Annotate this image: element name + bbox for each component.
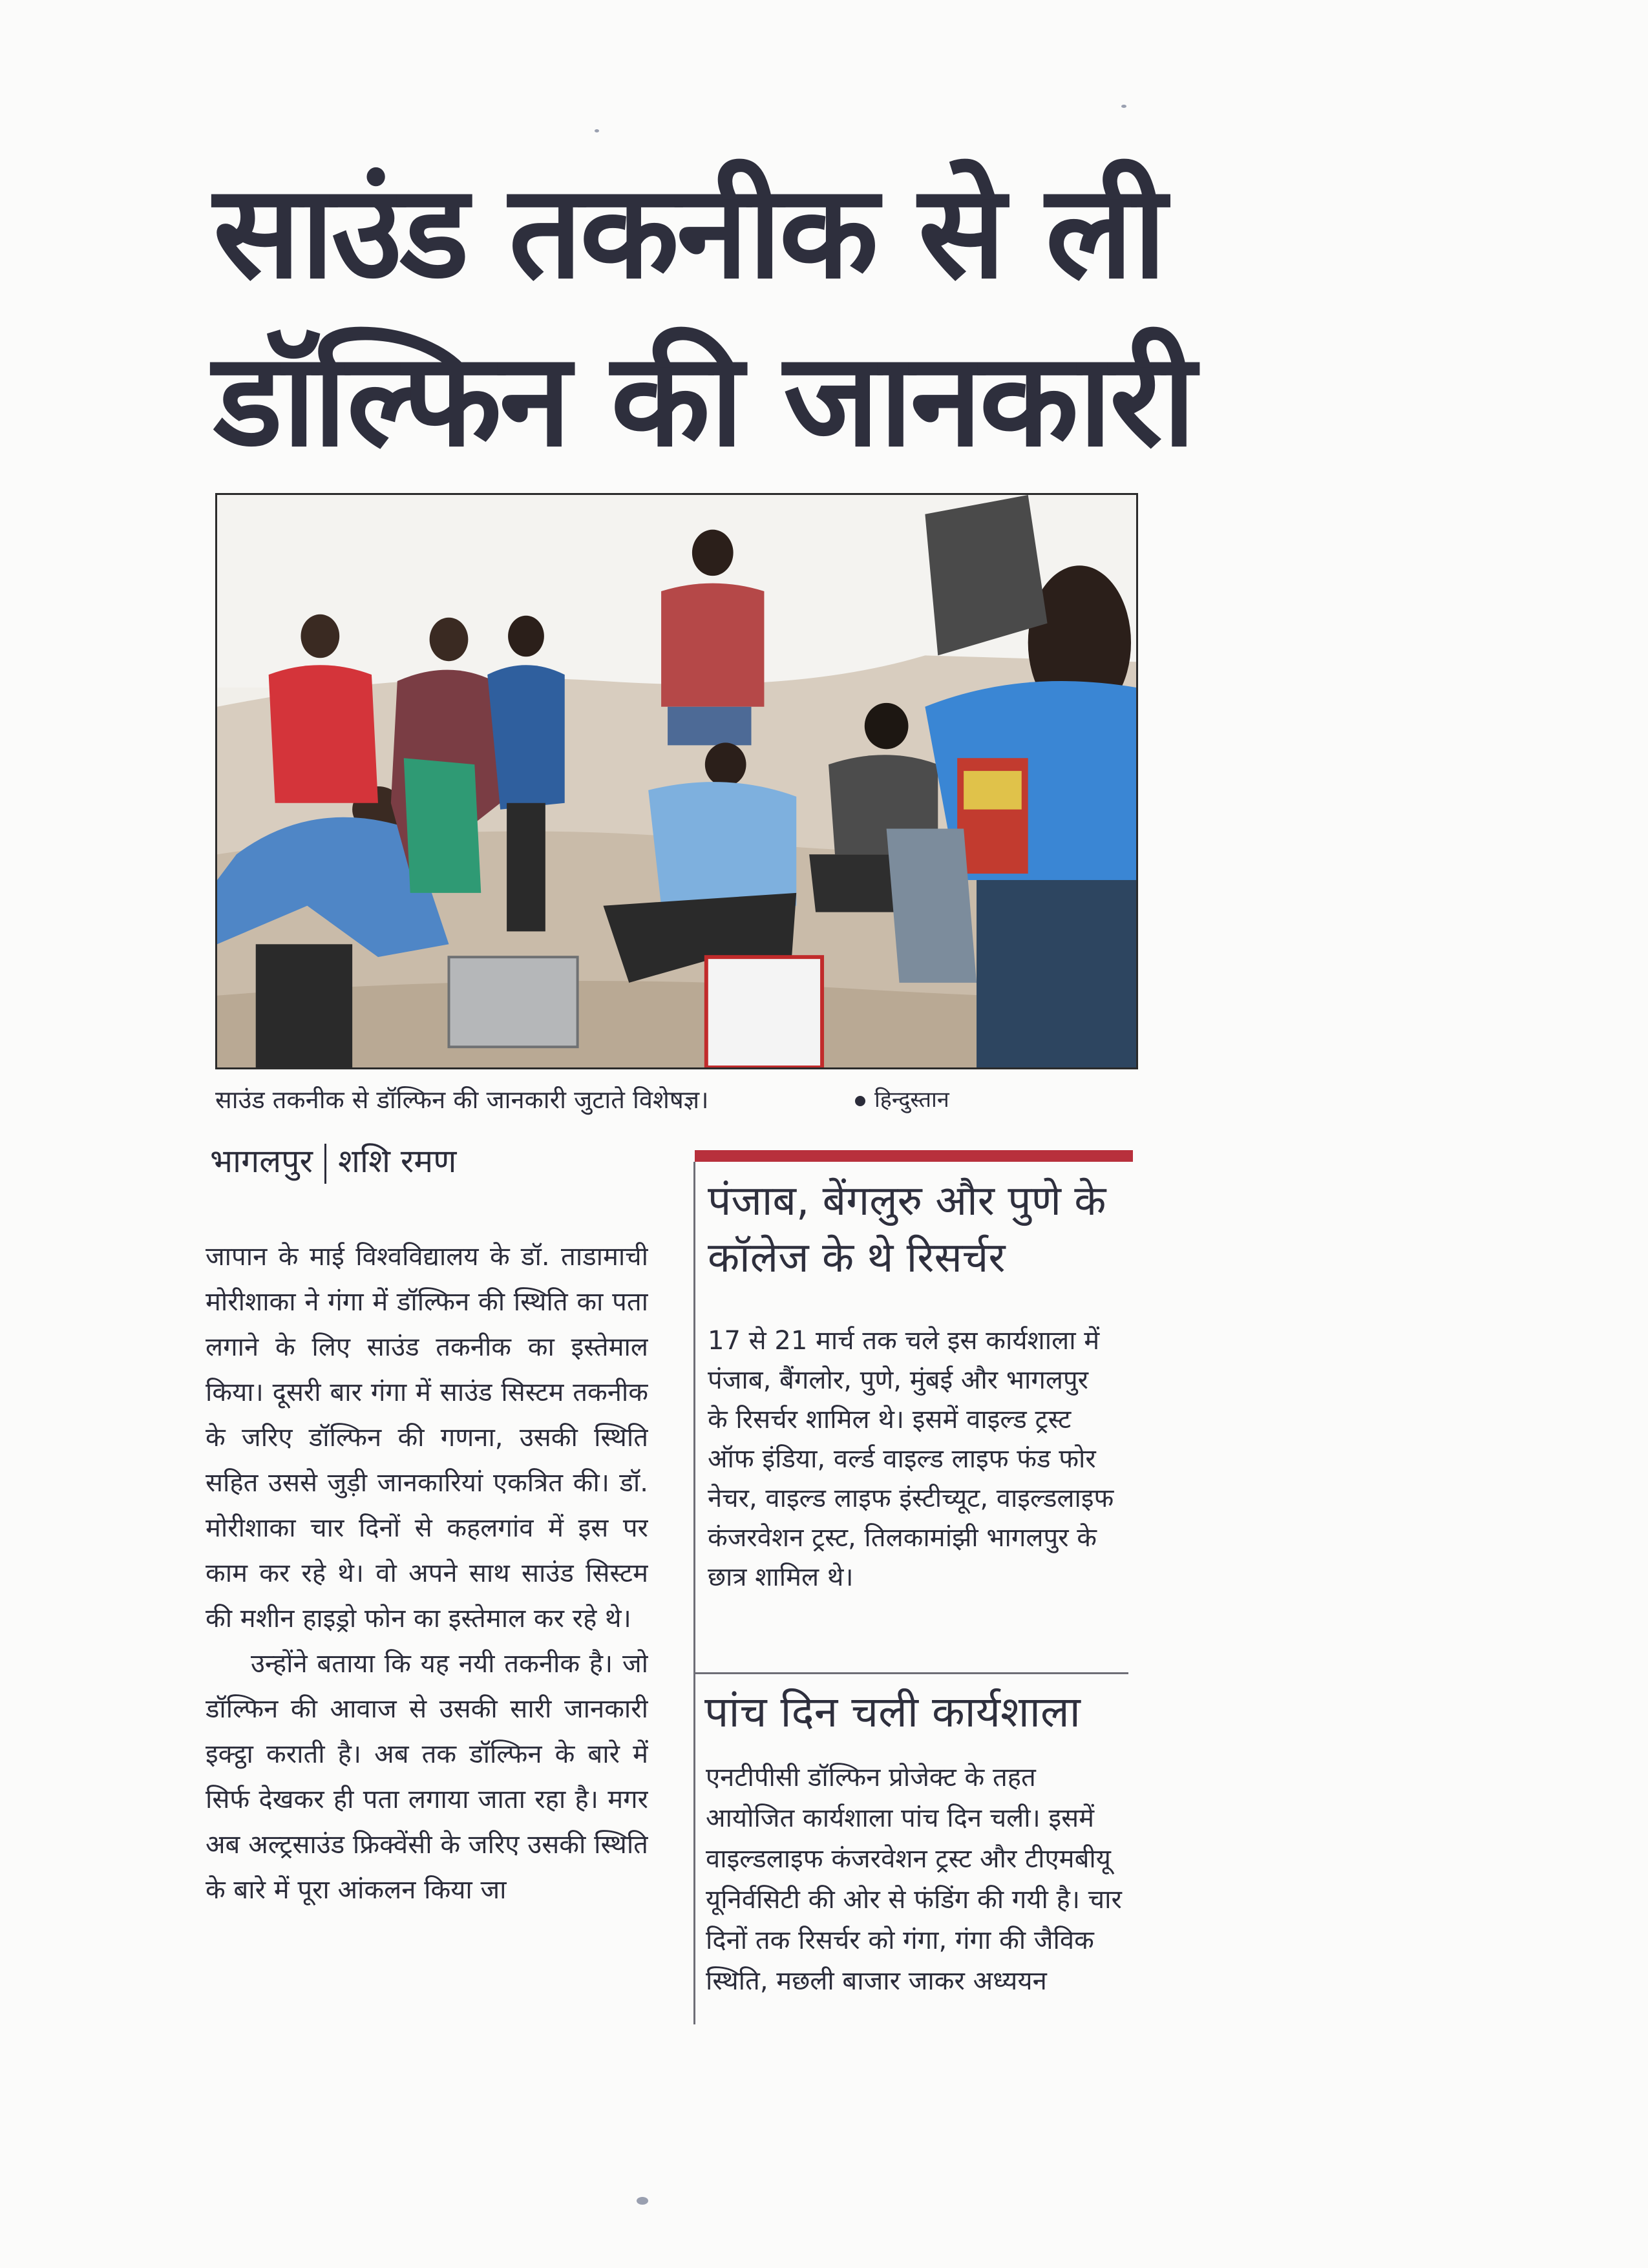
article-body (206, 1234, 648, 2030)
dateline-separator (324, 1144, 326, 1184)
dateline-author: शशि रमण (338, 1142, 457, 1180)
sidebar-top-rule (695, 1150, 1133, 1162)
scan-speck (1121, 105, 1126, 108)
sidebar-heading: पंजाब, बेंगलुरु और पुणे के कॉलेज के थे रिसर्चर (708, 1177, 1106, 1282)
photo-credit (855, 1080, 949, 1119)
sidebar-divider (695, 1672, 1128, 1674)
credit-text: हिन्दुस्तान (874, 1087, 949, 1113)
article-paragraph-2: उन्होंने बताया कि यह नयी तकनीक है। जो डॉल्फिन की आवाज से उसकी सारी जानकारी इक्ट्ठा कराती है। अब तक डॉल्फिन के बारे में सिर्फ देखकर ही पता लगाया जाता रहा है। मगर अब अल्ट्रसाउंड फ्रिक्वेंसी के जरिए उसकी स्थिति के बारे में पूरा आंकलन किया जा (206, 1649, 648, 1905)
article-paragraph-1: जापान के माई विश्वविद्यालय के डॉ. ताडामाची मोरीशाका ने गंगा में डॉल्फिन की स्थिति का पता लगाने के लिए साउंड तकनीक का इस्तेमाल किया। दूसरी बार गंगा में साउंड सिस्टम तकनीक के जरिए डॉल्फिन की गणना, उसकी स्थिति सहित उससे जुड़ी जानकारियां एकत्रित की। डॉ. मोरीशाका चार दिनों से कहलगांव में इस पर काम कर रहे थे। वो अपने साथ साउंड सिस्टम की मशीन हाइड्रो फोन का इस्तेमाल कर रहे थे। (206, 1242, 648, 1633)
headline (213, 149, 1194, 485)
dateline (210, 1139, 456, 1184)
sidebar-heading-2: पांच दिन चली कार्यशाला (704, 1687, 1081, 1737)
bullet-icon (855, 1096, 865, 1106)
news-photo (215, 493, 1138, 1069)
column-divider (693, 1162, 695, 2024)
photo-illustration (217, 495, 1136, 1067)
headline-line-2: डॉल्फिन की जानकारी (213, 325, 1194, 476)
caption-text: साउंड तकनीक से डॉल्फिन की जानकारी जुटाते विशेषज्ञ। (215, 1086, 709, 1114)
dateline-city: भागलपुर (210, 1142, 313, 1180)
scan-speck (637, 2197, 648, 2205)
scan-speck (595, 129, 599, 132)
headline-line-1: साउंड तकनीक से ली (213, 157, 1165, 308)
sidebar-text: 17 से 21 मार्च तक चले इस कार्यशाला में पंजाब, बैंगलोर, पुणे, मुंबई और भागलपुर के रिसर्चर शामिल थे। इसमें वाइल्ड ट्रस्ट ऑफ इंडिया, वर्ल्ड वाइल्ड लाइफ फंड फोर नेचर, वाइल्ड लाइफ इंस्टीच्यूट, वाइल्डलाइफ कंजरवेशन ट्रस्ट, तिलकामांझी भागलपुर के छात्र शामिल थे। (708, 1326, 1114, 1592)
sidebar-text-2: एनटीपीसी डॉल्फिन प्रोजेक्ट के तहत आयोजित कार्यशाला पांच दिन चली। इसमें वाइल्डलाइफ कंजरवेशन ट्रस्ट और टीएमबीयू यूनिर्वसिटी की ओर से फंडिंग की गयी है। चार दिनों तक रिसर्चर को गंगा, गंगा की जैविक स्थिति, मछली बाजार जाकर अध्ययन (706, 1763, 1122, 1996)
photo-caption (215, 1080, 1138, 1119)
